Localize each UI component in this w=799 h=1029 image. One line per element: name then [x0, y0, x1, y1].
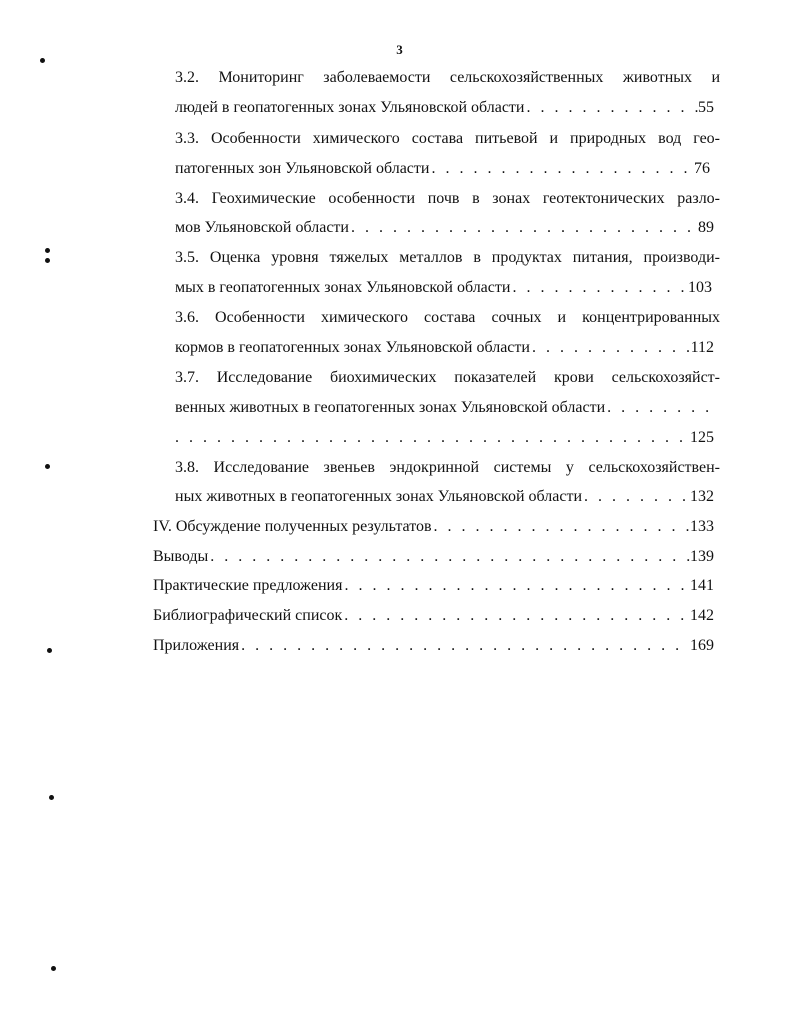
dot-leader	[582, 482, 690, 512]
toc-entry-3-3-line1: 3.3. Особенности химического состава питьевой и природных вод гео-	[175, 130, 720, 147]
toc-page-conclusions: 139	[690, 548, 714, 565]
dot-leader	[342, 601, 690, 631]
toc-entry-3-8-line1: 3.8. Исследование звеньев эндокринной системы у сельскохозяйствен-	[175, 459, 720, 476]
toc-page-3-5: 103	[688, 279, 712, 296]
dot-leader	[530, 333, 691, 363]
margin-dot	[45, 258, 50, 263]
toc-entry-3-6-line1: 3.6. Особенности химического состава сочных и концентрированных	[175, 309, 720, 326]
dot-leader	[342, 571, 690, 601]
toc-entry-3-2	[175, 93, 714, 123]
toc-entry-appendices	[153, 631, 714, 661]
dot-leader	[239, 631, 690, 661]
toc-page-3-8: 132	[690, 488, 714, 505]
toc-entry-3-2-line1: 3.2. Мониторинг заболеваемости сельскохозяйственных животных и	[175, 69, 720, 86]
dot-leader	[432, 512, 690, 542]
toc-entry-3-3-line2: патогенных зон Ульяновской области	[175, 160, 430, 177]
dot-leader	[349, 213, 698, 243]
toc-page-chapter-4: 133	[690, 518, 714, 535]
toc-page-3-7: 125	[690, 429, 714, 446]
toc-entry-3-7-line1: 3.7. Исследование биохимических показателей крови сельскохозяйст-	[175, 369, 720, 386]
toc-entry-3-7	[175, 423, 714, 453]
toc-title-bibliography: Библиографический список	[153, 607, 343, 624]
page-number: 3	[396, 42, 403, 57]
margin-dot	[45, 464, 50, 469]
toc-entry-3-4	[175, 213, 714, 243]
toc-entry-conclusions	[153, 542, 714, 572]
toc-entry-practical	[153, 571, 714, 601]
toc-title-conclusions: Выводы	[153, 548, 209, 565]
margin-dot	[40, 58, 45, 63]
toc-entry-3-3	[175, 154, 710, 184]
margin-dot	[49, 795, 54, 800]
dot-leader	[429, 154, 694, 184]
toc-entry-bibliography	[153, 601, 714, 631]
dot-leader	[175, 423, 690, 453]
toc-page-bibliography: 142	[690, 607, 714, 624]
toc-page-3-4: 89	[698, 219, 714, 236]
toc-entry-chapter-4	[153, 512, 714, 542]
toc-page-3-2: 55	[698, 99, 714, 116]
toc-entry-3-8-line2: ных животных в геопатогенных зонах Ульяновской области	[175, 488, 583, 505]
toc-entry-3-5	[175, 273, 712, 303]
margin-dot	[47, 648, 52, 653]
toc-page-3-3: 76	[694, 160, 710, 177]
dot-leader	[208, 542, 690, 572]
toc-page-appendices: 169	[690, 637, 714, 654]
toc-entry-3-4-line1: 3.4. Геохимические особенности почв в зонах геотектонических разло-	[175, 190, 720, 207]
toc-title-practical: Практические предложения	[153, 577, 343, 594]
margin-dot	[45, 248, 50, 253]
margin-dot	[51, 966, 56, 971]
toc-title-appendices: Приложения	[153, 637, 240, 654]
toc-entry-3-6	[175, 333, 714, 363]
dot-leader	[605, 393, 720, 423]
toc-entry-3-4-line2: мов Ульяновской области	[175, 219, 349, 236]
toc-entry-3-7-line2: венных животных в геопатогенных зонах Ульяновской области	[175, 399, 606, 416]
toc-page-3-6: 112	[690, 339, 714, 356]
toc-entry-3-8	[175, 482, 714, 512]
toc-entry-3-2-line2: людей в геопатогенных зонах Ульяновской области	[175, 99, 525, 116]
toc-page-practical: 141	[690, 577, 714, 594]
toc-entry-3-6-line2: кормов в геопатогенных зонах Ульяновской области	[175, 339, 530, 356]
toc-entry-3-7-line2-row	[175, 393, 720, 423]
toc-title-chapter-4: IV. Обсуждение полученных результатов	[153, 518, 432, 535]
dot-leader	[524, 93, 698, 123]
toc-entry-3-5-line2: мых в геопатогенных зонах Ульяновской области	[175, 279, 511, 296]
dot-leader	[510, 273, 688, 303]
toc-entry-3-5-line1: 3.5. Оценка уровня тяжелых металлов в продуктах питания, производи-	[175, 249, 720, 266]
